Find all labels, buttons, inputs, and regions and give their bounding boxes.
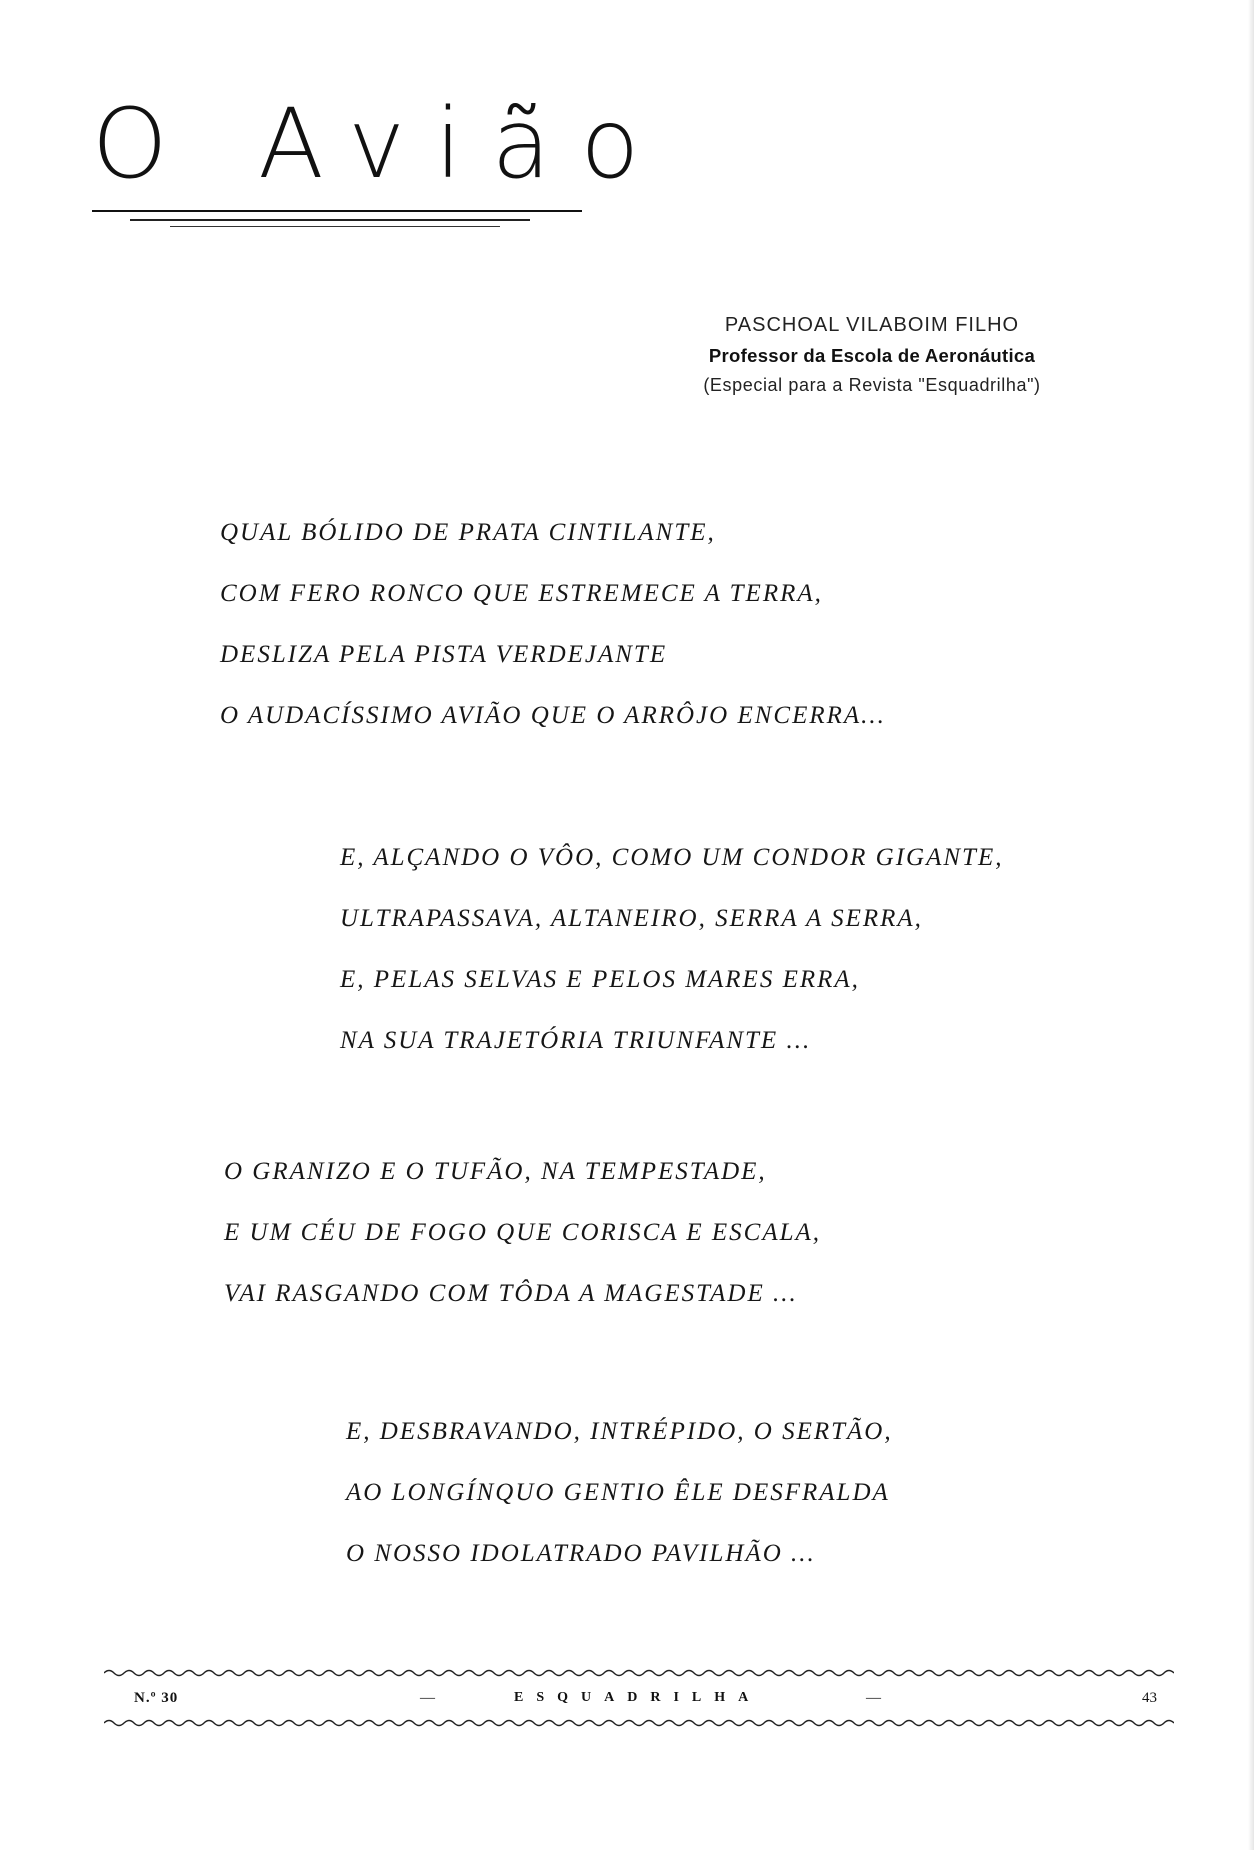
publication-note: (Especial para a Revista "Esquadrilha") [703,375,1041,395]
issue-number: N.º 30 [134,1690,179,1706]
poem-line: NA SUA TRAJETÓRIA TRIUNFANTE ... [340,1027,812,1054]
poem-stanza-2 [340,843,1003,1087]
poem-line: E UM CÉU DE FOGO QUE CORISCA E ESCALA, [224,1219,822,1246]
poem-line: DESLIZA PELA PISTA VERDEJANTE [220,641,668,668]
author-affiliation: Professor da Escola de Aeronáutica [708,345,1036,366]
poem-line: COM FERO RONCO QUE ESTREMECE A TERRA, [220,580,823,607]
poem-line: E, PELAS SELVAS E PELOS MARES ERRA, [340,966,860,993]
footer-dash-left: — [420,1690,435,1706]
title-rule-1 [92,210,582,212]
poem-line: VAI RASGANDO COM TÔDA A MAGESTADE ... [224,1280,798,1307]
poem-stanza-4 [346,1417,893,1600]
poem-line: O NOSSO IDOLATRADO PAVILHÃO ... [346,1540,816,1567]
scan-edge-shadow [1248,0,1254,1850]
page-number: 43 [1142,1690,1157,1706]
article-title: O Avião [92,88,670,200]
poem-stanza-3 [224,1157,821,1340]
footer-dash-right: — [866,1690,881,1706]
byline [652,314,1092,396]
title-rule-2 [130,219,530,221]
poem-line: E, ALÇANDO O VÔO, COMO UM CONDOR GIGANTE, [340,844,1004,871]
poem-line: O GRANIZO E O TUFÃO, NA TEMPESTADE, [224,1158,767,1185]
footer-wave-rule-bottom [104,1718,1174,1728]
footer-text-row [104,1686,1174,1712]
poem-line: O AUDACÍSSIMO AVIÃO QUE O ARRÔJO ENCERRA... [220,702,886,729]
poem-line: E, DESBRAVANDO, INTRÉPIDO, O SERTÃO, [346,1418,893,1445]
page-footer [104,1668,1174,1728]
magazine-name: ESQUADRILHA [514,1690,762,1705]
poem-line: ULTRAPASSAVA, ALTANEIRO, SERRA A SERRA, [340,905,923,932]
title-rule-3 [170,226,500,227]
poem-line: QUAL BÓLIDO DE PRATA CINTILANTE, [220,519,716,546]
poem-stanza-1 [220,518,886,762]
poem-line: AO LONGÍNQUO GENTIO ÊLE DESFRALDA [346,1479,890,1506]
author-name: PASCHOAL VILABOIM FILHO [724,314,1020,336]
footer-wave-rule-top [104,1668,1174,1678]
title-underline-rules [92,210,582,230]
